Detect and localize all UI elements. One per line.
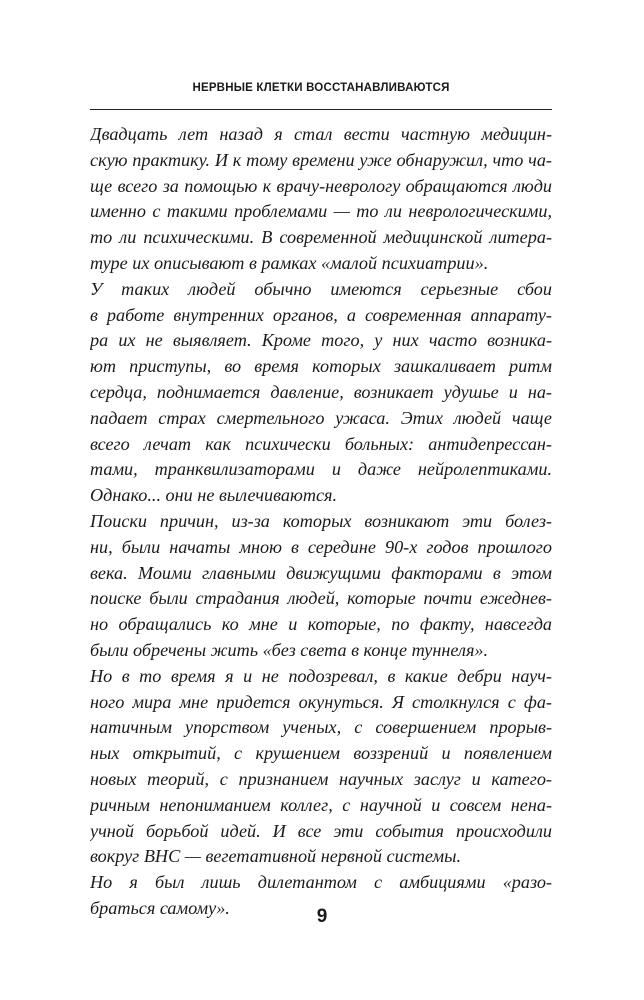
text-line: тами, транквилизаторами и даже нейролептиками. (90, 459, 552, 480)
text-line: учной борьбой идей. И все эти события происходили (90, 820, 552, 841)
text-line: ных открытий, с крушением воззрений и появлением (90, 743, 552, 764)
text-line: ют приступы, во время которых зашкаливает ритм (90, 356, 552, 377)
text-line: то ли психическими. В современной медицинской литера- (90, 227, 552, 248)
text-line: натичным упорством ученых, с совершением прорыв- (90, 717, 552, 738)
text-line: ни, были начаты мною в середине 90-х годов прошлого (90, 536, 552, 557)
text-line: новых теорий, с признанием научных заслуг и катего- (90, 768, 552, 789)
text-line: У таких людей обычно имеются серьезные сбои (90, 278, 552, 299)
text-line: вокруг ВНС — вегетативной нервной системы. (90, 846, 461, 867)
text-line: всего лечат как психически больных: антидепрессан- (90, 433, 552, 454)
text-line: Двадцать лет назад я стал вести частную медицин- (90, 124, 552, 144)
paragraph-2 (90, 277, 552, 509)
paragraph-1 (90, 122, 552, 277)
text-line: в работе внутренних органов, а современная аппарату- (90, 304, 552, 325)
text-line: были обречены жить «без света в конце туннеля». (90, 639, 489, 660)
text-line: падает страх смертельного ужаса. Этих людей чаще (90, 407, 552, 428)
text-line: ного мира мне придется окунуться. Я столкнулся с фа- (90, 691, 552, 712)
text-line: поиске были страдания людей, которые почти ежеднев- (90, 588, 552, 609)
text-line: скую практику. И к тому времени уже обнаружил, что ча- (90, 149, 552, 170)
page-number: 9 (316, 906, 328, 927)
body-text (90, 122, 552, 922)
paragraph-4 (90, 664, 552, 870)
text-line: века. Моими главными движущими факторами в этом (90, 562, 552, 583)
paragraph-3 (90, 509, 552, 664)
text-line: ричным непониманием коллег, с научной и совсем нена- (90, 794, 552, 815)
text-line: Однако... они не вылечиваются. (90, 485, 338, 506)
text-line: браться самому». (90, 897, 230, 918)
text-line: именно с такими проблемами — то ли неврологическими, (90, 201, 552, 222)
text-line: ще всего за помощью к врачу-неврологу обращаются люди (90, 175, 552, 196)
text-line: сердца, поднимается давление, возникает удушье и на- (90, 381, 552, 402)
text-line: ра их не выявляет. Кроме того, у них часто возника- (90, 330, 552, 351)
text-line: но обращались ко мне и которые, по факту, навсегда (90, 614, 552, 635)
text-line: Но я был лишь дилетантом с амбициями «разо- (90, 872, 552, 893)
text-line: Поиски причин, из-за которых возникают эти болез- (90, 510, 552, 531)
header-rule (90, 109, 552, 110)
text-line: Но в то время я и не подозревал, в какие дебри науч- (90, 665, 552, 686)
text-line: туре их описывают в рамках «малой психиатрии». (90, 252, 489, 273)
running-header: НЕРВНЫЕ КЛЕТКИ ВОССТАНАВЛИВАЮТСЯ (192, 82, 450, 94)
